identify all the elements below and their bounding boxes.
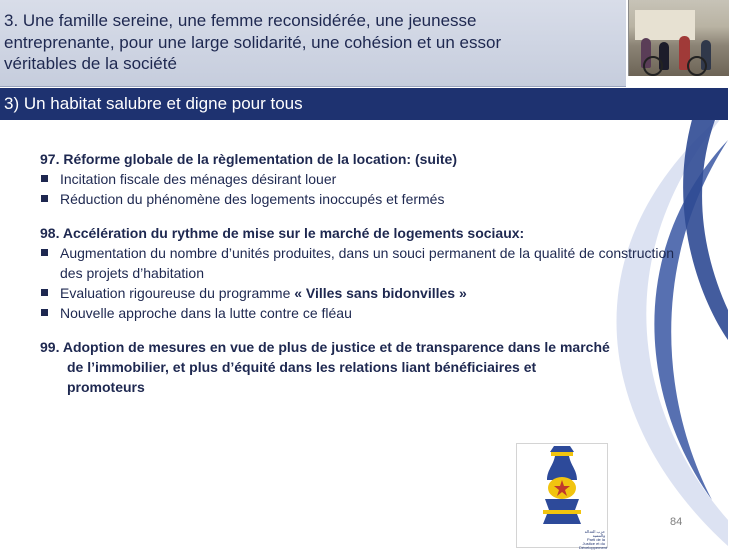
item-heading-line: de l’immobilier, et plus d’équité dans les relations liant bénéficiaires et	[67, 359, 537, 375]
party-logo	[516, 443, 608, 548]
square-bullet-icon	[41, 289, 48, 296]
list-item: Incitation fiscale des ménages désirant louer	[40, 169, 690, 189]
square-bullet-icon	[41, 249, 48, 256]
item-99	[40, 337, 690, 397]
square-bullet-icon	[41, 309, 48, 316]
bullet-list	[40, 243, 690, 323]
header-photo	[628, 0, 729, 76]
item-98	[40, 223, 690, 323]
item-heading: 98. Accélération du rythme de mise sur le marché de logements sociaux:	[40, 225, 525, 241]
content-body	[40, 149, 690, 411]
item-heading-line: 99. Adoption de mesures en vue de plus de justice et de transparence dans le marché	[40, 339, 610, 355]
header-band	[0, 0, 626, 87]
section-title: 3) Un habitat salubre et digne pour tous	[4, 94, 303, 113]
slide-title	[4, 10, 604, 75]
item-97	[40, 149, 690, 209]
logo-caption: حزب العدالة والتنمية Parti de la Justice et du Développement	[579, 529, 608, 550]
program-name: « Villes sans bidonvilles »	[294, 285, 467, 301]
square-bullet-icon	[41, 195, 48, 202]
list-item: Réduction du phénomène des logements inoccupés et fermés	[40, 189, 690, 209]
item-heading: 97. Réforme globale de la règlementation de la location: (suite)	[40, 151, 457, 167]
slide-title-line-2: entreprenante, pour une large solidarité, une cohésion et un essor	[4, 32, 502, 52]
slide-title-line-3: véritables de la société	[4, 54, 177, 73]
square-bullet-icon	[41, 175, 48, 182]
page-number: 84	[670, 516, 683, 528]
lamp-logo-icon	[517, 444, 607, 530]
item-heading-line: promoteurs	[67, 379, 145, 395]
bullet-list	[40, 169, 690, 209]
list-item: Nouvelle approche dans la lutte contre ce fléau	[40, 303, 690, 323]
slide-title-line-1: 3. Une famille sereine, une femme reconsidérée, une jeunesse	[4, 11, 477, 30]
list-item: Evaluation rigoureuse du programme « Villes sans bidonvilles »	[40, 283, 690, 303]
section-bar	[0, 88, 728, 120]
list-item: Augmentation du nombre d’unités produites, dans un souci permanent de la qualité de construction des projets d’habitation	[40, 243, 690, 283]
